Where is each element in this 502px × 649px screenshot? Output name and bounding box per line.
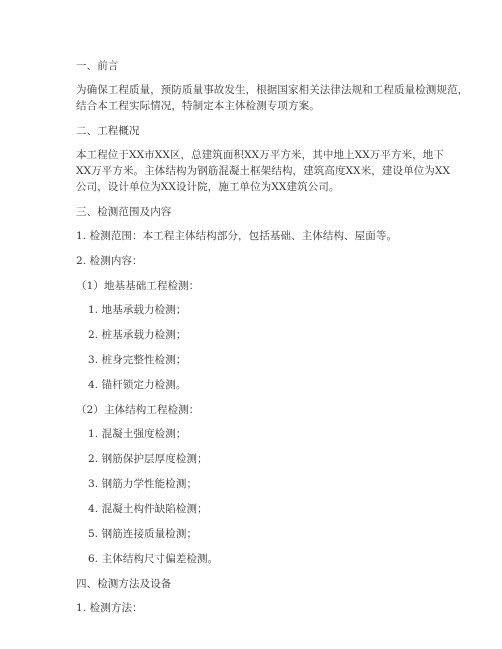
list-item: 1. 混凝土强度检测； [88,428,187,440]
section-heading: 一、前言 [76,60,119,72]
list-item: 4. 混凝土构件缺陷检测； [88,503,208,515]
list-item: 3. 桩身完整性检测； [88,354,187,366]
paragraph-line: 结合本工程实际情况，特制定本主体检测专项方案。 [76,100,320,112]
list-item: 4. 锚杆锁定力检测。 [88,379,187,391]
list-item: 1. 地基承载力检测； [88,304,187,316]
list-item: 2. 钢筋保护层厚度检测； [88,453,208,465]
section-heading: 三、检测范围及内容 [76,206,172,218]
paragraph-line: 为确保工程质量，预防质量事故发生，根据国家相关法律法规和工程质量检测规范， [76,84,469,96]
section-heading: 四、检测方法及设备 [76,578,172,590]
paragraph-line: 公司，设计单位为XX设计院，施工单位为XX建筑公司。 [76,181,340,193]
paragraph-line: XX万平方米。主体结构为钢筋混凝土框架结构，建筑高度XX米，建设单位为XX [76,165,451,177]
list-item: 6. 主体结构尺寸偏差检测。 [88,553,219,565]
paragraph-line: 本工程位于XX市XX区，总建筑面积XX万平方米，其中地上XX万平方米，地下 [76,149,444,161]
list-item: 5. 钢筋连接质量检测； [88,528,198,540]
list-item: 1. 检测方法： [76,602,143,614]
list-item: 1. 检测范围：本工程主体结构部分，包括基础、主体结构、屋面等。 [76,230,398,242]
subsection-title: （1）地基基础工程检测： [76,280,200,292]
list-item: 3. 钢筋力学性能检测； [88,478,198,490]
section-heading: 二、工程概况 [76,125,140,137]
list-item: 2. 桩基承载力检测； [88,329,187,341]
subsection-title: （2）主体结构工程检测： [76,404,200,416]
list-item: 2. 检测内容： [76,255,143,267]
